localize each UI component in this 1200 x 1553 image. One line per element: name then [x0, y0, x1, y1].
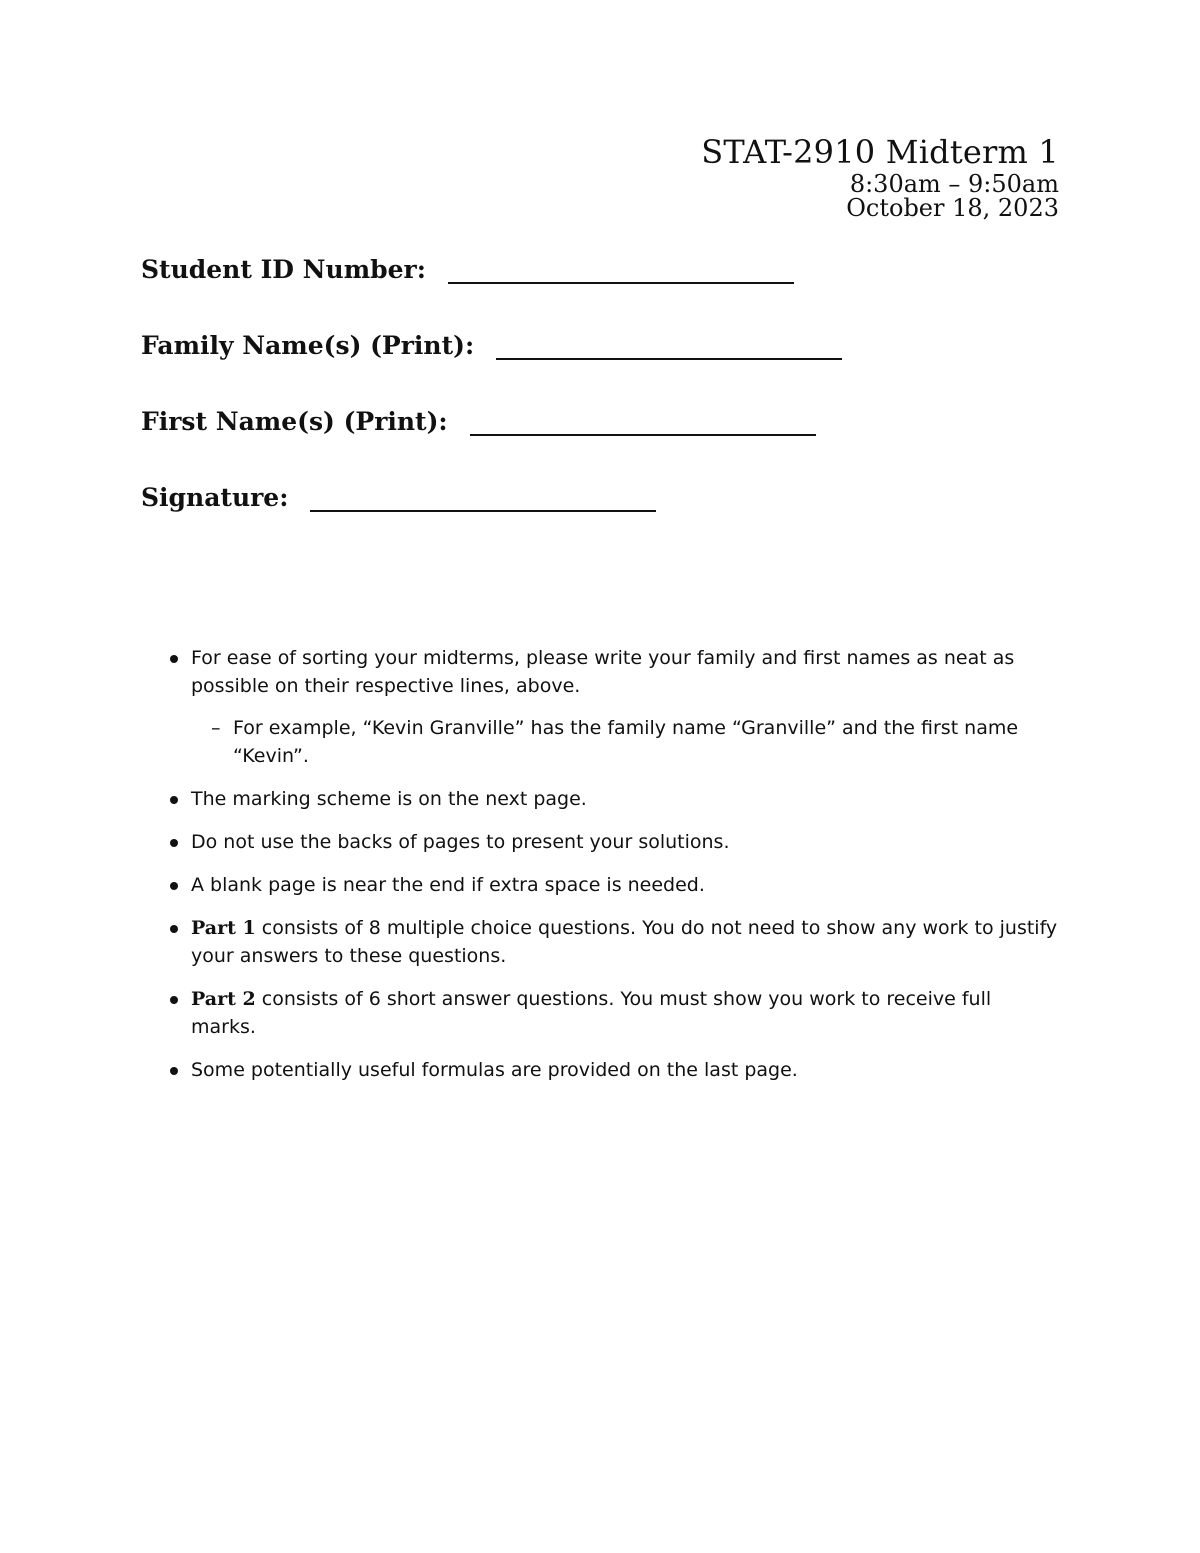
- student-info-form: [141, 255, 1041, 559]
- first-name-label: First Name(s) (Print):: [141, 407, 448, 436]
- signature-label: Signature:: [141, 483, 289, 512]
- instruction-item: [168, 1056, 1060, 1084]
- instruction-item: [168, 785, 1060, 813]
- part-2-description: consists of 6 short answer questions. You must show you work to receive full marks.: [191, 988, 992, 1038]
- instruction-text: A blank page is near the end if extra space is needed.: [191, 874, 705, 896]
- bullet-icon: [170, 1067, 178, 1075]
- part-1-description: consists of 8 multiple choice questions. You do not need to show any work to justify your answers to these questions.: [191, 917, 1058, 967]
- family-name-label: Family Name(s) (Print):: [141, 331, 475, 360]
- first-name-line[interactable]: [470, 433, 816, 436]
- student-id-field: [141, 255, 1041, 293]
- student-id-label: Student ID Number:: [141, 255, 426, 284]
- exam-time: 8:30am – 9:50am: [849, 170, 1059, 198]
- instruction-item: [168, 871, 1060, 899]
- dash-icon: –: [211, 717, 221, 739]
- instruction-text: [191, 914, 1060, 970]
- instruction-item: [168, 914, 1060, 970]
- instruction-subitem: [191, 714, 1060, 770]
- instruction-text: Do not use the backs of pages to present your solutions.: [191, 831, 730, 853]
- exam-title: STAT-2910 Midterm 1: [701, 133, 1059, 171]
- signature-line[interactable]: [310, 509, 656, 512]
- instruction-text: For ease of sorting your midterms, please write your family and first names as neat as possible on their respective lines, above.: [191, 647, 1015, 697]
- bullet-icon: [170, 796, 178, 804]
- instruction-text: The marking scheme is on the next page.: [191, 788, 587, 810]
- family-name-field: [141, 331, 1041, 369]
- bullet-icon: [170, 839, 178, 847]
- student-id-line[interactable]: [448, 281, 794, 284]
- instruction-text: Some potentially useful formulas are provided on the last page.: [191, 1059, 798, 1081]
- exam-header: [701, 132, 1059, 220]
- instruction-text: [191, 985, 1060, 1041]
- exam-date: October 18, 2023: [846, 194, 1059, 222]
- instruction-item: [168, 644, 1060, 770]
- first-name-field: [141, 407, 1041, 445]
- instruction-item: [168, 985, 1060, 1041]
- instruction-sublist: [191, 714, 1060, 770]
- bullet-icon: [170, 882, 178, 890]
- bullet-icon: [170, 925, 178, 933]
- instruction-item: [168, 828, 1060, 856]
- instruction-subitem-text: For example, “Kevin Granville” has the family name “Granville” and the first name “Kevin”.: [233, 717, 1019, 767]
- bullet-icon: [170, 996, 178, 1004]
- part-1-label: Part 1: [191, 917, 256, 939]
- instructions-list: [168, 644, 1060, 1099]
- part-2-label: Part 2: [191, 988, 256, 1010]
- bullet-icon: [170, 655, 178, 663]
- family-name-line[interactable]: [496, 357, 842, 360]
- signature-field: [141, 483, 1041, 521]
